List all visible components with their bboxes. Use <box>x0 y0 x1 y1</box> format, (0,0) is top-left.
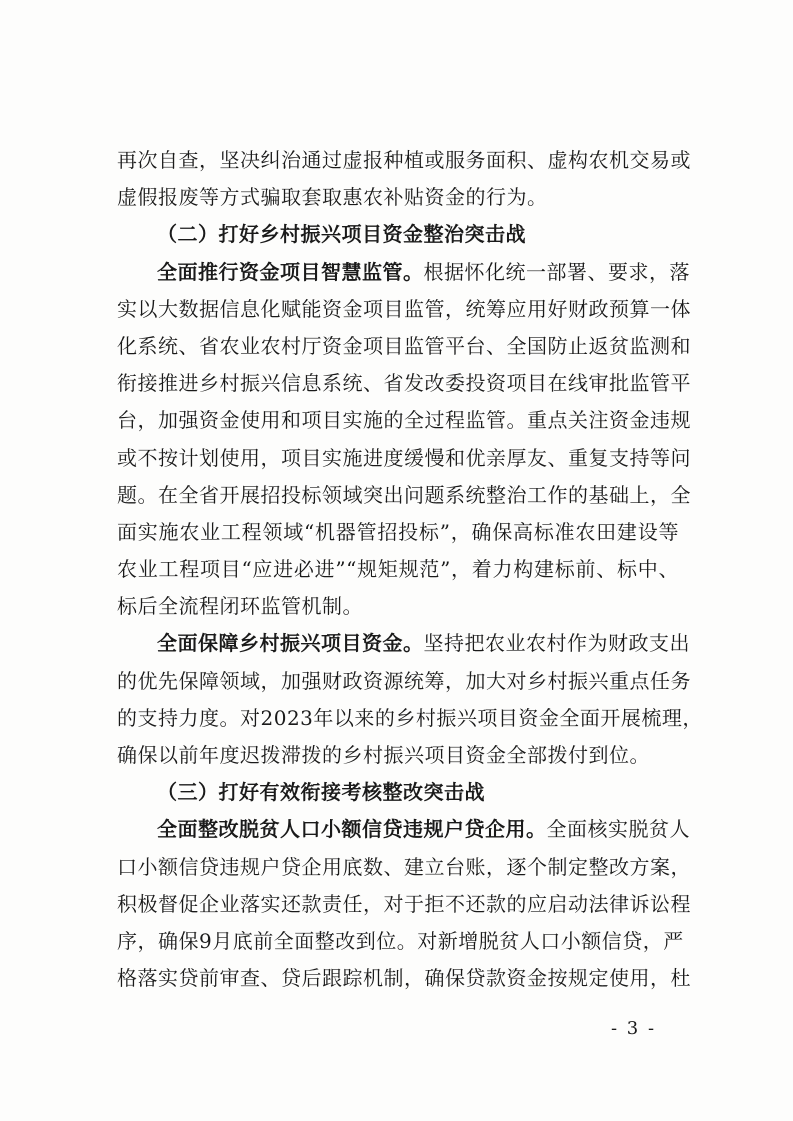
paragraph-text: 全面核实脱贫人 <box>546 817 690 842</box>
paragraph-line: 面实施农业工程领域“机器管招投标”，确保高标准农田建设等 <box>117 519 679 544</box>
paragraph-line: 的优先保障领域，加强财政资源统筹，加大对乡村振兴重点任务 <box>117 668 691 693</box>
paragraph-line: 实以大数据信息化赋能资金项目监管，统筹应用好财政预算一体 <box>117 296 691 321</box>
paragraph-line: 格落实贷前审查、贷后跟踪机制，确保贷款资金按规定使用，杜 <box>117 966 691 991</box>
page-number: - 3 - <box>611 1018 657 1039</box>
paragraph-lead: 全面推行资金项目智慧监管。 <box>157 259 424 284</box>
paragraph-line: 确保以前年度迟拨滞拨的乡村振兴项目资金全部拨付到位。 <box>117 743 650 767</box>
paragraph-line: 序，确保9月底前全面整改到位。对新增脱贫人口小额信贷，严 <box>117 928 684 953</box>
paragraph-line: 口小额信贷违规户贷企用底数、建立台账，逐个制定整改方案， <box>117 854 691 879</box>
paragraph-line: 的支持力度。对2023年以来的乡村振兴项目资金全面开展梳理， <box>117 705 703 730</box>
paragraph-text: 根据怀化统一部署、要求，落 <box>423 259 690 284</box>
paragraph-first-line <box>117 625 690 662</box>
paragraph-lead: 全面整改脱贫人口小额信贷违规户贷企用。 <box>157 817 547 842</box>
section-heading-2: （二）打好乡村振兴项目资金整治突击战 <box>157 222 526 247</box>
document-body <box>117 142 703 997</box>
section-heading-3: （三）打好有效衔接考核整改突击战 <box>157 780 485 805</box>
paragraph-line: 化系统、省农业农村厅资金项目监管平台、全国防止返贫监测和 <box>117 333 691 358</box>
paragraph-lead: 全面保障乡村振兴项目资金。 <box>157 631 424 656</box>
paragraph-line: 台，加强资金使用和项目实施的全过程监管。重点关注资金违规 <box>117 408 691 433</box>
paragraph-text: 坚持把农业农村作为财政支出 <box>423 631 690 656</box>
paragraph-line: 积极督促企业落实还款责任，对于拒不还款的应启动法律诉讼程 <box>117 891 691 916</box>
paragraph-line: 农业工程项目“应进必进”“规矩规范”，着力构建标前、标中、 <box>117 557 679 582</box>
paragraph-line: 题。在全省开展招投标领域突出问题系统整治工作的基础上，全 <box>117 482 691 507</box>
paragraph-line: 虚假报废等方式骗取套取惠农补贴资金的行为。 <box>117 185 548 210</box>
paragraph-line: 再次自查，坚决纠治通过虚报种植或服务面积、虚构农机交易或 <box>117 148 691 172</box>
paragraph-line: 或不按计划使用，项目实施进度缓慢和优亲厚友、重复支持等问 <box>117 445 691 470</box>
paragraph-first-line <box>117 254 690 291</box>
paragraph-first-line <box>117 811 690 848</box>
paragraph-line: 标后全流程闭环监管机制。 <box>117 594 363 619</box>
paragraph-line: 衔接推进乡村振兴信息系统、省发改委投资项目在线审批监管平 <box>117 371 691 396</box>
